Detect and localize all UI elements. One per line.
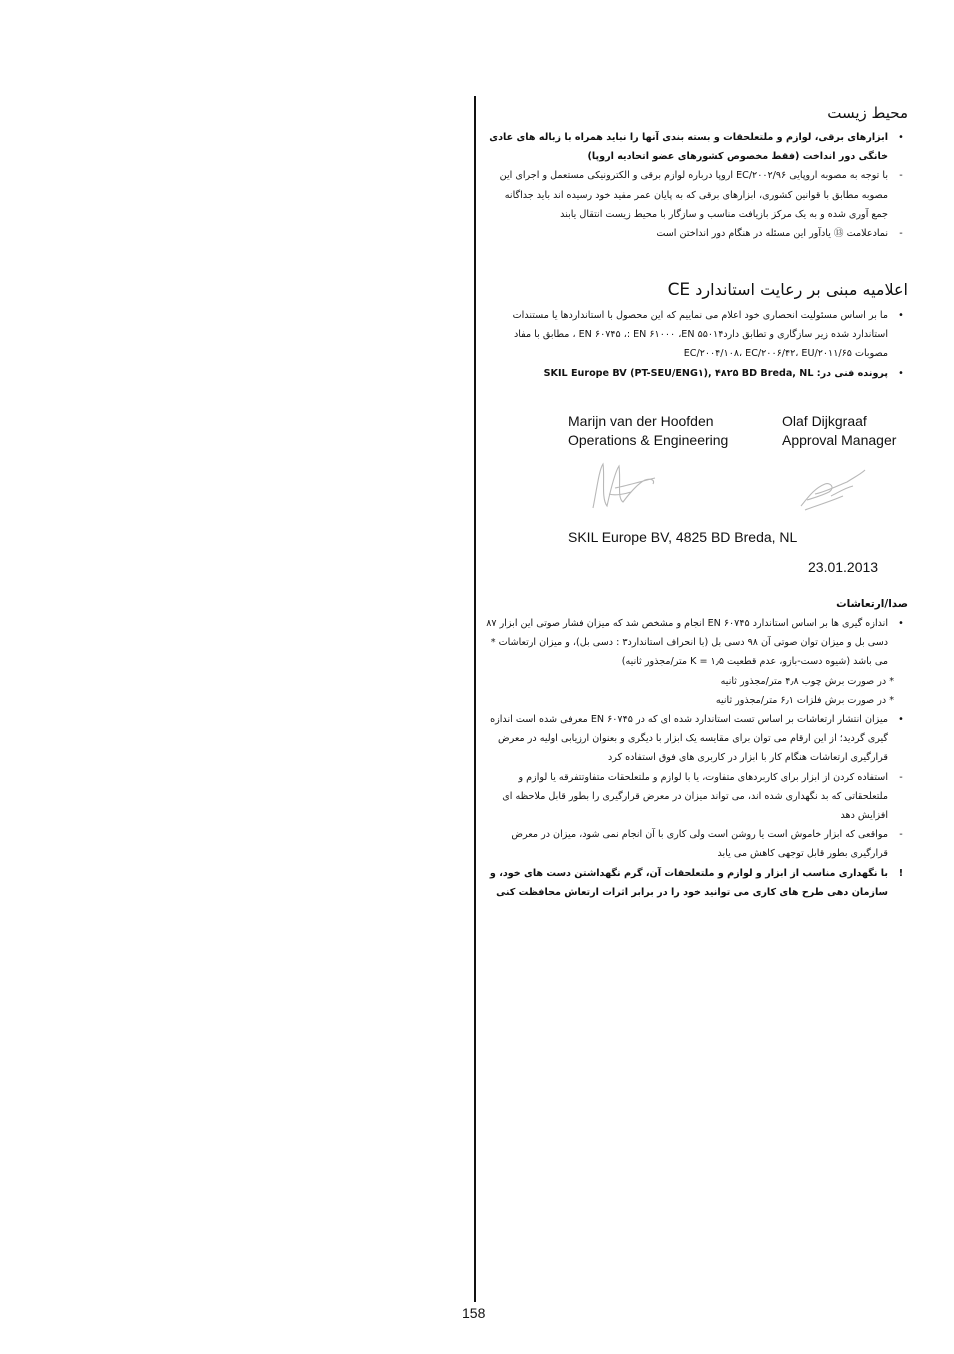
company-address: SKIL Europe BV, 4825 BD Breda, NL xyxy=(568,529,798,545)
list-item-text: ابزارهای برقی، لوازم و ملتعلحقات و بسته بندی آنها را نباید همراه با زباله های عادی خانگی دور انداخت (فقط مخصوص کشورهای عضو اتحادیه اروپا) xyxy=(489,132,888,163)
list-item: • پرونده فنی در: SKIL Europe BV (PT-SEU/ENG۱), ۴۸۲۵ BD Breda, NL xyxy=(543,367,904,379)
declaration-date: 23.01.2013 xyxy=(808,559,879,575)
list-item xyxy=(486,691,908,710)
list-item-text: نمادعلامت ⑬ یادآور این مسئله در هنگام دور انداختن است xyxy=(656,228,888,240)
conformity-section xyxy=(486,280,908,383)
signatory-role: Approval Manager xyxy=(782,432,897,448)
list-item-text: * در صورت برش چوب ۴٫۸ متر/مجذور ثانیه xyxy=(720,675,894,687)
ce-mark-icon: CE xyxy=(667,280,691,300)
signatory-left xyxy=(568,412,728,450)
list-item-text: میزان انتشار ارتعاشات بر اساس تست استاندارد شده ای که در EN ۶۰۷۴۵ معرفی شده است اندازه گیری گردید؛ از این ارقام می توان برای مقایسه یک ابزار با دیگری و بعنوان ارزیابی اولیه در معرض قرارگیری ارتعاشات هنگام کار با ابزار در کاربری های فوق استفاده کرد xyxy=(490,714,888,764)
column-divider xyxy=(474,96,476,1302)
list-item-text: اندازه گیری ها بر اساس استاندارد EN ۶۰۷۴۵ انجام و مشخص شد که میزان فشار صوتی این ابزار ۸۷ دسی بل و میزان توان صوتی آن ۹۸ دسی بل (با انحراف استاندارد۳ : دسی بل)، و میزان ارتعاشات * می باشد (شیوه دست-بازو، عدم قطعیت K = ۱٫۵ متر/مجذور ثانیه) xyxy=(486,618,888,668)
noise-heading: صدا/ارتعاشات xyxy=(836,598,908,610)
list-item: • میزان انتشار ارتعاشات بر اساس تست استاندارد شده ای که در EN ۶۰۷۴۵ معرفی شده است اندازه گیری گردید؛ از این ارقام می توان برای مقایسه یک ابزار با دیگری و بعنوان ارزیابی اولیه در معرض قرارگیری ارتعاشات هنگام کار با ابزار در کاربری های فوق استفاده کرد xyxy=(490,714,904,764)
list-item-text: استفاده کردن از ابزار برای کاربردهای متفاوت، یا با لوازم و ملتعلحقات متفاوتتفرقه یا لوازم و ملتعلحقاتی که بد نگهداری شده اند، می تواند میزان در معرض قرارگیری را بطور قابل ملاحظه ای افزایش دهد xyxy=(502,771,888,822)
list-item: - با توجه به مصوبه اروپایی EC/۲۰۰۲/۹۶ اروپا درباره لوازم برقی و الکترونیکی مستعمل و اجرای این مصوبه مطابق با قوانین کشوری، ابزارهای برقی که به پایان عمر مفید خود رسیده اند باید جداگانه جمع آوری شده و به یک مرکز بازیافت مناسب و سازگار با محیط زیست انتقال یابند xyxy=(499,170,903,220)
list-item xyxy=(486,672,908,691)
list-item: - استفاده کردن از ابزار برای کاربردهای متفاوت، یا با لوازم و ملتعلحقات متفاوتتفرقه یا لوازم و ملتعلحقاتی که بد نگهداری شده اند، می تواند میزان در معرض قرارگیری را بطور قابل ملاحظه ای افزایش دهد xyxy=(502,771,903,822)
list-item: • اندازه گیری ها بر اساس استاندارد EN ۶۰۷۴۵ انجام و مشخص شد که میزان فشار صوتی این ابزار ۸۷ دسی بل و میزان توان صوتی آن ۹۸ دسی بل (با انحراف استاندارد۳ : دسی بل)، و میزان ارتعاشات * می باشد (شیوه دست-بازو، عدم قطعیت K = ۱٫۵ متر/مجذور ثانیه) xyxy=(486,618,904,668)
list-item-text: پرونده فنی در: SKIL Europe BV (PT-SEU/ENG۱), ۴۸۲۵ BD Breda, NL xyxy=(543,367,888,379)
list-item-text: * در صورت برش فلزات ۶٫۱ متر/مجذور ثانیه xyxy=(715,694,894,706)
page-number: 158 xyxy=(462,1305,486,1321)
list-item: • ابزارهای برقی، لوازم و ملتعلحقات و بسته بندی آنها را نباید همراه با زباله های عادی خانگی دور انداخت (فقط مخصوص کشورهای عضو اتحادیه اروپا) xyxy=(489,132,904,163)
list-item: • ما بر اساس مسئولیت انحصاری خود اعلام می نماییم که این محصول با استانداردها یا مستندات استاندارد شده زیر سازگاری و تطابق داردEN ۶۰۷۴۵ ،: EN ۶۱۰۰۰ ،EN ۵۵۰۱۴ ، مطابق با مفاد مصوبات EC/۲۰۰۴/۱۰۸، EC/۲۰۰۶/۴۲، EU/۲۰۱۱/۶۵ xyxy=(512,310,904,360)
noise-section xyxy=(486,598,908,902)
list-item-text: مواقعی که ابزار خاموش است یا روشن است ولی کاری با آن انجام نمی شود، میزان در معرض قرارگیری بطور قابل توجهی کاهش می یابد xyxy=(511,829,888,860)
list-item-text: با توجه به مصوبه اروپایی EC/۲۰۰۲/۹۶ اروپا درباره لوازم برقی و الکترونیکی مستعمل و اجرای این مصوبه مطابق با قوانین کشوری، ابزارهای برقی که به پایان عمر مفید خود رسیده اند باید جداگانه جمع آوری شده و به یک مرکز بازیافت مناسب و سازگار با محیط زیست انتقال یابند xyxy=(499,170,888,220)
signatory-name: Marijn van der Hoofden xyxy=(568,413,714,429)
list-item: - مواقعی که ابزار خاموش است یا روشن است ولی کاری با آن انجام نمی شود، میزان در معرض قرارگیری بطور قابل توجهی کاهش می یابد xyxy=(511,829,903,860)
warning-icon: ! xyxy=(898,867,904,879)
list-item: - نمادعلامت ⑬ یادآور این مسئله در هنگام دور انداختن است xyxy=(656,228,903,240)
list-item-text: با نگهداری مناسب از ابزار و لوازم و ملتعلحقات آن، گرم نگهداشتن دست های خود، و سازمان دهی طرح های کاری می توانید خود را در برابر اثرات ارتعاش محافظت کنی xyxy=(489,867,888,898)
environment-heading: محیط زیست xyxy=(827,104,908,122)
list-item-text: ما بر اساس مسئولیت انحصاری خود اعلام می نماییم که این محصول با استانداردها یا مستندات استاندارد شده زیر سازگاری و تطابق داردEN ۶۰۷۴۵ ،: EN ۶۱۰۰۰ ،EN ۵۵۰۱۴ ، مطابق با مفاد مصوبات EC/۲۰۰۴/۱۰۸، EC/۲۰۰۶/۴۲، EU/۲۰۱۱/۶۵ xyxy=(512,310,888,360)
signature-right-icon xyxy=(795,466,870,514)
signatory-name: Olaf Dijkgraaf xyxy=(782,413,867,429)
warning-item xyxy=(486,864,908,902)
signatory-right xyxy=(782,412,896,450)
signature-left-icon xyxy=(585,458,665,514)
conformity-heading: اعلامیه مبنی بر رعایت استاندارد CE xyxy=(667,280,908,300)
environment-section xyxy=(486,104,908,243)
signatory-role: Operations & Engineering xyxy=(568,432,729,448)
